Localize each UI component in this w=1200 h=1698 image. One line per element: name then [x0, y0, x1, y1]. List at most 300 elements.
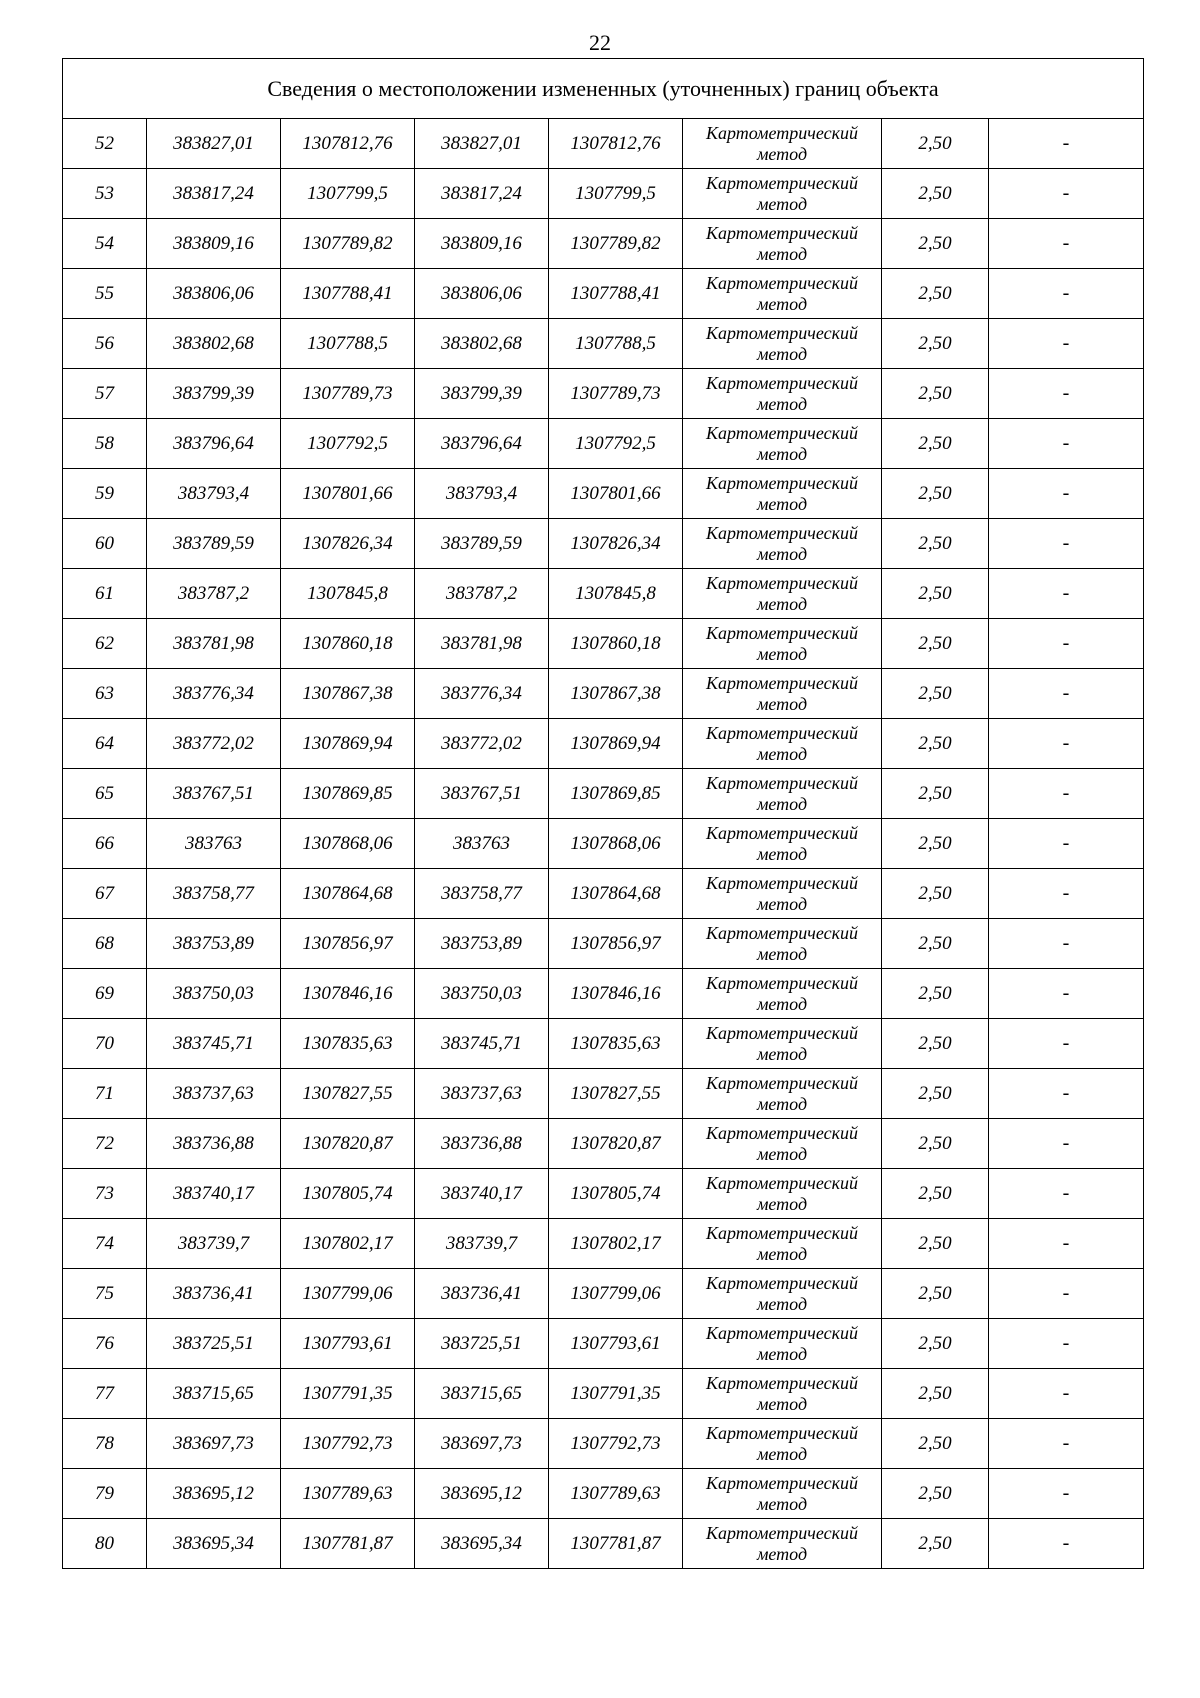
note-cell: -	[989, 969, 1144, 1019]
method-cell	[683, 169, 882, 219]
method-line2: метод	[756, 793, 808, 814]
method-line1: Картометрический	[705, 1222, 858, 1243]
method-cell	[683, 519, 882, 569]
method-line2: метод	[756, 1243, 808, 1264]
y-existing-cell: 1307801,66	[281, 469, 415, 519]
method-line1: Картометрический	[705, 972, 858, 993]
precision-cell: 2,50	[882, 1319, 989, 1369]
x-new-cell: 383740,17	[415, 1169, 549, 1219]
x-existing-cell: 383802,68	[147, 319, 281, 369]
method-cell	[683, 419, 882, 469]
method-line2: метод	[756, 943, 808, 964]
method-cell	[683, 619, 882, 669]
method-line1: Картометрический	[705, 672, 858, 693]
y-new-cell: 1307846,16	[549, 969, 683, 1019]
y-new-cell: 1307864,68	[549, 869, 683, 919]
note-cell: -	[989, 819, 1144, 869]
x-existing-cell: 383725,51	[147, 1319, 281, 1369]
y-existing-cell: 1307820,87	[281, 1119, 415, 1169]
precision-cell: 2,50	[882, 769, 989, 819]
method-line2: метод	[756, 393, 808, 414]
x-new-cell: 383767,51	[415, 769, 549, 819]
x-new-cell: 383758,77	[415, 869, 549, 919]
table-caption-row	[63, 59, 1144, 119]
y-new-cell: 1307791,35	[549, 1369, 683, 1419]
note-cell: -	[989, 1019, 1144, 1069]
point-number-cell: 53	[63, 169, 147, 219]
table-row	[63, 1369, 1144, 1419]
method-cell	[683, 719, 882, 769]
method-cell	[683, 469, 882, 519]
precision-cell: 2,50	[882, 169, 989, 219]
method-line1: Картометрический	[705, 1272, 858, 1293]
method-cell	[683, 1219, 882, 1269]
table-row	[63, 569, 1144, 619]
x-new-cell: 383817,24	[415, 169, 549, 219]
note-cell: -	[989, 1319, 1144, 1369]
method-cell	[683, 1169, 882, 1219]
method-cell	[683, 1069, 882, 1119]
x-existing-cell: 383806,06	[147, 269, 281, 319]
y-existing-cell: 1307788,5	[281, 319, 415, 369]
note-cell: -	[989, 369, 1144, 419]
table-row	[63, 1169, 1144, 1219]
note-cell: -	[989, 919, 1144, 969]
x-existing-cell: 383827,01	[147, 119, 281, 169]
x-existing-cell: 383736,41	[147, 1269, 281, 1319]
method-line1: Картометрический	[705, 522, 858, 543]
x-new-cell: 383787,2	[415, 569, 549, 619]
method-line2: метод	[756, 543, 808, 564]
point-number-cell: 55	[63, 269, 147, 319]
precision-cell: 2,50	[882, 1269, 989, 1319]
y-new-cell: 1307801,66	[549, 469, 683, 519]
method-cell	[683, 119, 882, 169]
point-number-cell: 69	[63, 969, 147, 1019]
x-existing-cell: 383739,7	[147, 1219, 281, 1269]
x-existing-cell: 383796,64	[147, 419, 281, 469]
method-line1: Картометрический	[705, 122, 858, 143]
y-new-cell: 1307792,73	[549, 1419, 683, 1469]
method-line2: метод	[756, 643, 808, 664]
precision-cell: 2,50	[882, 1469, 989, 1519]
method-line2: метод	[756, 893, 808, 914]
point-number-cell: 63	[63, 669, 147, 719]
table-row	[63, 169, 1144, 219]
precision-cell: 2,50	[882, 369, 989, 419]
table-row	[63, 1119, 1144, 1169]
y-existing-cell: 1307868,06	[281, 819, 415, 869]
table-row	[63, 719, 1144, 769]
method-line2: метод	[756, 1043, 808, 1064]
y-existing-cell: 1307791,35	[281, 1369, 415, 1419]
y-existing-cell: 1307856,97	[281, 919, 415, 969]
note-cell: -	[989, 319, 1144, 369]
x-existing-cell: 383809,16	[147, 219, 281, 269]
precision-cell: 2,50	[882, 669, 989, 719]
y-new-cell: 1307869,85	[549, 769, 683, 819]
method-line1: Картометрический	[705, 222, 858, 243]
method-cell	[683, 1519, 882, 1569]
y-existing-cell: 1307793,61	[281, 1319, 415, 1369]
x-existing-cell: 383750,03	[147, 969, 281, 1019]
y-existing-cell: 1307789,63	[281, 1469, 415, 1519]
method-line2: метод	[756, 1343, 808, 1364]
method-cell	[683, 1269, 882, 1319]
point-number-cell: 73	[63, 1169, 147, 1219]
x-existing-cell: 383793,4	[147, 469, 281, 519]
y-existing-cell: 1307867,38	[281, 669, 415, 719]
y-new-cell: 1307792,5	[549, 419, 683, 469]
precision-cell: 2,50	[882, 519, 989, 569]
method-line1: Картометрический	[705, 1472, 858, 1493]
y-existing-cell: 1307826,34	[281, 519, 415, 569]
method-cell	[683, 1369, 882, 1419]
y-new-cell: 1307789,82	[549, 219, 683, 269]
x-existing-cell: 383817,24	[147, 169, 281, 219]
x-new-cell: 383725,51	[415, 1319, 549, 1369]
table-row	[63, 269, 1144, 319]
x-existing-cell: 383789,59	[147, 519, 281, 569]
x-existing-cell: 383695,12	[147, 1469, 281, 1519]
method-cell	[683, 319, 882, 369]
y-existing-cell: 1307802,17	[281, 1219, 415, 1269]
precision-cell: 2,50	[882, 119, 989, 169]
table-row	[63, 419, 1144, 469]
table-row	[63, 1219, 1144, 1269]
method-line2: метод	[756, 1543, 808, 1564]
table-row	[63, 869, 1144, 919]
point-number-cell: 52	[63, 119, 147, 169]
y-existing-cell: 1307792,73	[281, 1419, 415, 1469]
method-line1: Картометрический	[705, 822, 858, 843]
precision-cell: 2,50	[882, 619, 989, 669]
table-row	[63, 1519, 1144, 1569]
precision-cell: 2,50	[882, 919, 989, 969]
precision-cell: 2,50	[882, 869, 989, 919]
point-number-cell: 78	[63, 1419, 147, 1469]
method-line2: метод	[756, 1193, 808, 1214]
precision-cell: 2,50	[882, 1369, 989, 1419]
y-new-cell: 1307789,63	[549, 1469, 683, 1519]
x-existing-cell: 383740,17	[147, 1169, 281, 1219]
point-number-cell: 61	[63, 569, 147, 619]
x-existing-cell: 383767,51	[147, 769, 281, 819]
y-new-cell: 1307789,73	[549, 369, 683, 419]
x-new-cell: 383799,39	[415, 369, 549, 419]
point-number-cell: 68	[63, 919, 147, 969]
method-cell	[683, 969, 882, 1019]
point-number-cell: 71	[63, 1069, 147, 1119]
method-cell	[683, 1019, 882, 1069]
method-line2: метод	[756, 1143, 808, 1164]
y-new-cell: 1307868,06	[549, 819, 683, 869]
method-cell	[683, 569, 882, 619]
point-number-cell: 62	[63, 619, 147, 669]
point-number-cell: 59	[63, 469, 147, 519]
x-existing-cell: 383736,88	[147, 1119, 281, 1169]
table-row	[63, 319, 1144, 369]
x-new-cell: 383781,98	[415, 619, 549, 669]
x-new-cell: 383697,73	[415, 1419, 549, 1469]
page-number: 22	[589, 30, 611, 55]
y-existing-cell: 1307812,76	[281, 119, 415, 169]
method-cell	[683, 1469, 882, 1519]
method-line2: метод	[756, 343, 808, 364]
x-existing-cell: 383753,89	[147, 919, 281, 969]
x-new-cell: 383753,89	[415, 919, 549, 969]
method-cell	[683, 869, 882, 919]
method-line2: метод	[756, 1493, 808, 1514]
boundary-coordinates-table	[62, 58, 1144, 1569]
precision-cell: 2,50	[882, 1219, 989, 1269]
point-number-cell: 79	[63, 1469, 147, 1519]
y-new-cell: 1307799,06	[549, 1269, 683, 1319]
precision-cell: 2,50	[882, 219, 989, 269]
method-cell	[683, 369, 882, 419]
note-cell: -	[989, 169, 1144, 219]
table-row	[63, 469, 1144, 519]
table-row	[63, 819, 1144, 869]
table-row	[63, 1419, 1144, 1469]
method-line1: Картометрический	[705, 322, 858, 343]
y-new-cell: 1307799,5	[549, 169, 683, 219]
note-cell: -	[989, 219, 1144, 269]
method-line2: метод	[756, 1293, 808, 1314]
point-number-cell: 74	[63, 1219, 147, 1269]
note-cell: -	[989, 119, 1144, 169]
point-number-cell: 64	[63, 719, 147, 769]
note-cell: -	[989, 1219, 1144, 1269]
y-existing-cell: 1307799,06	[281, 1269, 415, 1319]
method-line1: Картометрический	[705, 922, 858, 943]
point-number-cell: 54	[63, 219, 147, 269]
method-line1: Картометрический	[705, 1022, 858, 1043]
y-existing-cell: 1307781,87	[281, 1519, 415, 1569]
point-number-cell: 75	[63, 1269, 147, 1319]
method-line1: Картометрический	[705, 572, 858, 593]
x-new-cell: 383695,34	[415, 1519, 549, 1569]
x-existing-cell: 383758,77	[147, 869, 281, 919]
note-cell: -	[989, 669, 1144, 719]
y-existing-cell: 1307827,55	[281, 1069, 415, 1119]
table-row	[63, 1269, 1144, 1319]
point-number-cell: 60	[63, 519, 147, 569]
x-new-cell: 383695,12	[415, 1469, 549, 1519]
precision-cell: 2,50	[882, 569, 989, 619]
x-existing-cell: 383697,73	[147, 1419, 281, 1469]
method-line2: метод	[756, 493, 808, 514]
method-line1: Картометрический	[705, 172, 858, 193]
note-cell: -	[989, 719, 1144, 769]
precision-cell: 2,50	[882, 719, 989, 769]
x-new-cell: 383763	[415, 819, 549, 869]
precision-cell: 2,50	[882, 1169, 989, 1219]
x-existing-cell: 383772,02	[147, 719, 281, 769]
precision-cell: 2,50	[882, 1419, 989, 1469]
y-new-cell: 1307845,8	[549, 569, 683, 619]
y-new-cell: 1307869,94	[549, 719, 683, 769]
x-new-cell: 383772,02	[415, 719, 549, 769]
y-new-cell: 1307827,55	[549, 1069, 683, 1119]
x-existing-cell: 383737,63	[147, 1069, 281, 1119]
note-cell: -	[989, 419, 1144, 469]
method-line1: Картометрический	[705, 1422, 858, 1443]
note-cell: -	[989, 1119, 1144, 1169]
note-cell: -	[989, 1169, 1144, 1219]
point-number-cell: 56	[63, 319, 147, 369]
table-row	[63, 119, 1144, 169]
table-row	[63, 919, 1144, 969]
point-number-cell: 66	[63, 819, 147, 869]
method-line2: метод	[756, 1093, 808, 1114]
method-line1: Картометрический	[705, 772, 858, 793]
method-cell	[683, 769, 882, 819]
method-line1: Картометрический	[705, 622, 858, 643]
x-new-cell: 383715,65	[415, 1369, 549, 1419]
x-new-cell: 383827,01	[415, 119, 549, 169]
method-cell	[683, 219, 882, 269]
point-number-cell: 67	[63, 869, 147, 919]
y-existing-cell: 1307799,5	[281, 169, 415, 219]
note-cell: -	[989, 269, 1144, 319]
x-new-cell: 383802,68	[415, 319, 549, 369]
x-new-cell: 383739,7	[415, 1219, 549, 1269]
method-line1: Картометрический	[705, 1522, 858, 1543]
y-existing-cell: 1307845,8	[281, 569, 415, 619]
method-line1: Картометрический	[705, 1122, 858, 1143]
note-cell: -	[989, 1269, 1144, 1319]
method-line1: Картометрический	[705, 272, 858, 293]
table-row	[63, 369, 1144, 419]
x-existing-cell: 383715,65	[147, 1369, 281, 1419]
table-row	[63, 1319, 1144, 1369]
x-new-cell: 383745,71	[415, 1019, 549, 1069]
method-line2: метод	[756, 1443, 808, 1464]
x-new-cell: 383809,16	[415, 219, 549, 269]
method-cell	[683, 1419, 882, 1469]
note-cell: -	[989, 1519, 1144, 1569]
precision-cell: 2,50	[882, 1069, 989, 1119]
point-number-cell: 57	[63, 369, 147, 419]
y-new-cell: 1307788,41	[549, 269, 683, 319]
note-cell: -	[989, 519, 1144, 569]
method-cell	[683, 819, 882, 869]
precision-cell: 2,50	[882, 1019, 989, 1069]
y-existing-cell: 1307869,85	[281, 769, 415, 819]
y-existing-cell: 1307846,16	[281, 969, 415, 1019]
table-caption: Сведения о местоположении измененных (уточненных) границ объекта	[63, 59, 1144, 119]
x-new-cell: 383737,63	[415, 1069, 549, 1119]
table-row	[63, 1069, 1144, 1119]
x-new-cell: 383750,03	[415, 969, 549, 1019]
y-existing-cell: 1307835,63	[281, 1019, 415, 1069]
precision-cell: 2,50	[882, 1519, 989, 1569]
method-cell	[683, 1119, 882, 1169]
note-cell: -	[989, 469, 1144, 519]
note-cell: -	[989, 569, 1144, 619]
y-existing-cell: 1307788,41	[281, 269, 415, 319]
table-row	[63, 1469, 1144, 1519]
y-existing-cell: 1307792,5	[281, 419, 415, 469]
point-number-cell: 77	[63, 1369, 147, 1419]
x-existing-cell: 383763	[147, 819, 281, 869]
y-new-cell: 1307781,87	[549, 1519, 683, 1569]
y-new-cell: 1307802,17	[549, 1219, 683, 1269]
precision-cell: 2,50	[882, 469, 989, 519]
x-new-cell: 383736,41	[415, 1269, 549, 1319]
note-cell: -	[989, 1419, 1144, 1469]
note-cell: -	[989, 619, 1144, 669]
table-row	[63, 1019, 1144, 1069]
method-line1: Картометрический	[705, 722, 858, 743]
note-cell: -	[989, 769, 1144, 819]
y-existing-cell: 1307860,18	[281, 619, 415, 669]
note-cell: -	[989, 869, 1144, 919]
method-cell	[683, 919, 882, 969]
x-existing-cell: 383787,2	[147, 569, 281, 619]
x-new-cell: 383736,88	[415, 1119, 549, 1169]
y-existing-cell: 1307789,82	[281, 219, 415, 269]
y-existing-cell: 1307805,74	[281, 1169, 415, 1219]
point-number-cell: 72	[63, 1119, 147, 1169]
x-existing-cell: 383776,34	[147, 669, 281, 719]
table-row	[63, 969, 1144, 1019]
table-row	[63, 619, 1144, 669]
y-new-cell: 1307820,87	[549, 1119, 683, 1169]
x-existing-cell: 383745,71	[147, 1019, 281, 1069]
method-line1: Картометрический	[705, 1072, 858, 1093]
x-existing-cell: 383799,39	[147, 369, 281, 419]
point-number-cell: 58	[63, 419, 147, 469]
method-cell	[683, 269, 882, 319]
x-new-cell: 383776,34	[415, 669, 549, 719]
note-cell: -	[989, 1469, 1144, 1519]
note-cell: -	[989, 1069, 1144, 1119]
x-new-cell: 383806,06	[415, 269, 549, 319]
point-number-cell: 65	[63, 769, 147, 819]
method-line2: метод	[756, 143, 808, 164]
y-new-cell: 1307812,76	[549, 119, 683, 169]
method-line2: метод	[756, 443, 808, 464]
y-new-cell: 1307867,38	[549, 669, 683, 719]
y-existing-cell: 1307864,68	[281, 869, 415, 919]
precision-cell: 2,50	[882, 419, 989, 469]
method-cell	[683, 1319, 882, 1369]
y-new-cell: 1307856,97	[549, 919, 683, 969]
method-line1: Картометрический	[705, 1372, 858, 1393]
method-line1: Картометрический	[705, 872, 858, 893]
precision-cell: 2,50	[882, 319, 989, 369]
method-cell	[683, 669, 882, 719]
table-row	[63, 669, 1144, 719]
method-line2: метод	[756, 693, 808, 714]
method-line2: метод	[756, 1393, 808, 1414]
method-line2: метод	[756, 243, 808, 264]
y-new-cell: 1307788,5	[549, 319, 683, 369]
x-new-cell: 383793,4	[415, 469, 549, 519]
method-line1: Картометрический	[705, 422, 858, 443]
table-row	[63, 519, 1144, 569]
point-number-cell: 70	[63, 1019, 147, 1069]
x-existing-cell: 383781,98	[147, 619, 281, 669]
method-line2: метод	[756, 993, 808, 1014]
x-new-cell: 383796,64	[415, 419, 549, 469]
method-line2: метод	[756, 743, 808, 764]
precision-cell: 2,50	[882, 969, 989, 1019]
method-line1: Картометрический	[705, 1322, 858, 1343]
precision-cell: 2,50	[882, 1119, 989, 1169]
